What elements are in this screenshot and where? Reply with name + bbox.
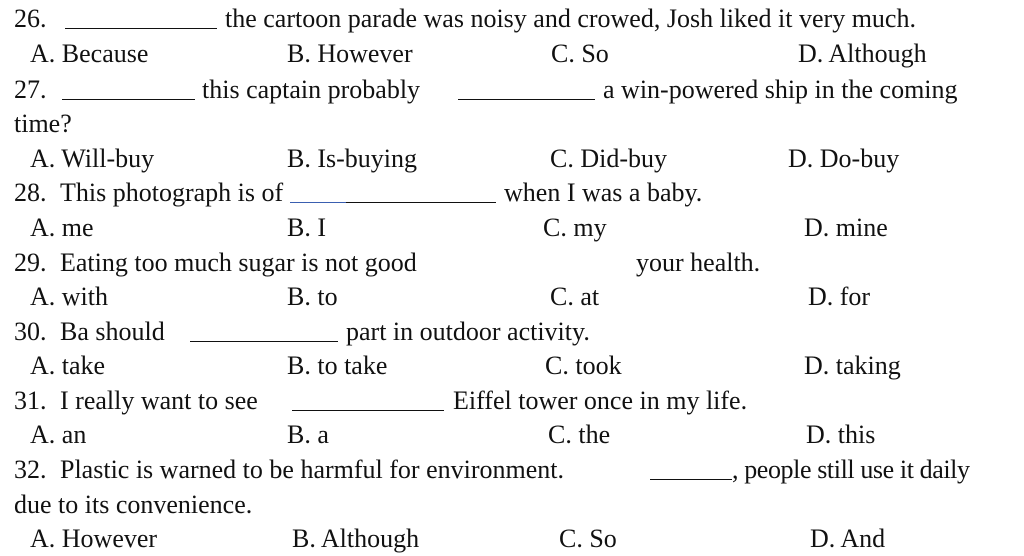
question-text: Eating too much sugar is not good (60, 248, 417, 277)
option-c: C. So (551, 39, 609, 68)
question-text: time? (14, 109, 72, 138)
question-text: your health. (636, 248, 761, 277)
option-c: C. the (548, 420, 611, 449)
options-27 (0, 142, 1024, 176)
option-c: C. So (559, 524, 617, 553)
answer-blank (62, 99, 195, 100)
option-d: D. for (808, 282, 871, 311)
question-text: the cartoon parade was noisy and crowed, Josh liked it very much. (225, 4, 916, 33)
question-31 (0, 384, 1024, 418)
options-26 (0, 37, 1024, 71)
options-29 (0, 280, 1024, 314)
option-c: C. Did-buy (550, 144, 667, 173)
question-text: Eiffel tower once in my life. (453, 386, 748, 415)
option-a: A. Because (30, 39, 149, 68)
question-text: Ba should (60, 317, 165, 346)
question-number: 31. (14, 386, 47, 415)
option-b: B. I (287, 213, 326, 242)
option-a: A. an (30, 420, 87, 449)
options-30 (0, 349, 1024, 383)
option-b: B. to take (287, 351, 388, 380)
option-b: B. However (287, 39, 413, 68)
question-26 (0, 2, 1024, 36)
question-text: This photograph is of (60, 178, 284, 207)
option-a: A. me (30, 213, 94, 242)
question-number: 27. (14, 75, 47, 104)
option-b: B. to (287, 282, 338, 311)
question-text: part in outdoor activity. (346, 317, 590, 346)
answer-blank (346, 202, 496, 203)
answer-blank (292, 410, 444, 411)
option-d: D. taking (804, 351, 901, 380)
option-d: D. this (806, 420, 876, 449)
question-number: 32. (14, 455, 47, 484)
option-a: A. Will-buy (30, 144, 155, 173)
option-b: B. Although (292, 524, 420, 553)
options-31 (0, 418, 1024, 452)
question-32 (0, 453, 1024, 487)
question-number: 29. (14, 248, 47, 277)
option-b: B. a (287, 420, 329, 449)
question-number: 26. (14, 4, 47, 33)
question-text: a win-powered ship in the coming (603, 75, 958, 104)
option-a: A. take (30, 351, 106, 380)
answer-blank (65, 28, 217, 29)
question-30 (0, 315, 1024, 349)
question-29 (0, 246, 1024, 280)
question-27-continued (0, 107, 1024, 141)
answer-blank-underline (290, 202, 346, 203)
option-d: D. And (810, 524, 886, 553)
option-c: C. took (545, 351, 622, 380)
option-b: B. Is-buying (287, 144, 417, 173)
question-number: 30. (14, 317, 47, 346)
question-number: 28. (14, 178, 47, 207)
question-text: this captain probably (202, 75, 421, 104)
question-28 (0, 176, 1024, 210)
option-d: D. Do-buy (788, 144, 900, 173)
question-text: Plastic is warned to be harmful for environment. (60, 455, 564, 484)
option-d: D. Although (798, 39, 927, 68)
question-32-continued (0, 488, 1024, 522)
question-text: due to its convenience. (14, 490, 253, 519)
answer-blank (190, 341, 338, 342)
option-a: A. However (30, 524, 158, 553)
option-c: C. my (543, 213, 607, 242)
option-c: C. at (550, 282, 600, 311)
options-28 (0, 211, 1024, 245)
question-text: , people still use it daily (732, 455, 970, 484)
question-27 (0, 73, 1024, 107)
option-a: A. with (30, 282, 108, 311)
answer-blank (458, 99, 595, 100)
question-text: I really want to see (60, 386, 258, 415)
option-d: D. mine (804, 213, 888, 242)
question-text: when I was a baby. (504, 178, 703, 207)
options-32 (0, 522, 1024, 556)
answer-blank (650, 479, 732, 480)
